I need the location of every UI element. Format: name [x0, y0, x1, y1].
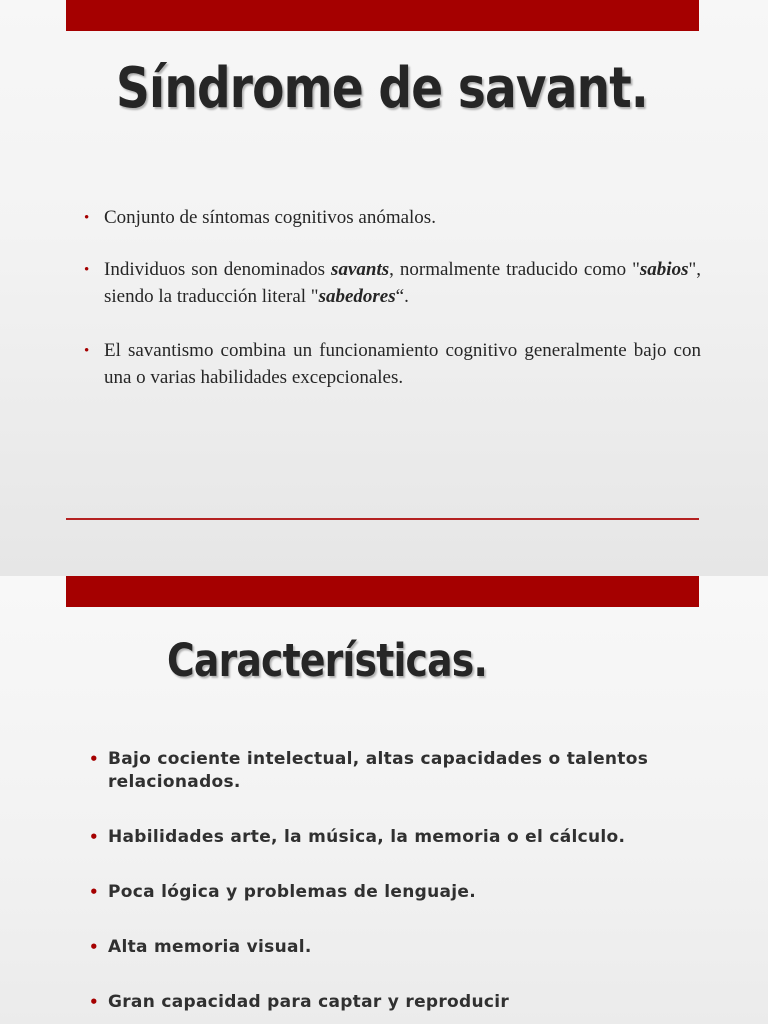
bullet-list — [89, 748, 709, 1024]
bullet-icon: • — [84, 210, 90, 226]
bullet-icon: • — [89, 828, 99, 846]
divider-line — [66, 518, 699, 520]
emphasis-savants: savants — [331, 259, 390, 280]
top-accent-bar — [66, 576, 699, 607]
slide-2 — [0, 576, 768, 1024]
list-item — [89, 826, 709, 849]
bullet-icon: • — [84, 262, 90, 278]
list-item-text: Alta memoria visual. — [108, 937, 312, 957]
list-item-text: Individuos son denominados — [104, 259, 332, 280]
list-item — [89, 748, 709, 794]
list-item-text: Conjunto de síntomas cognitivos anómalos. — [104, 207, 436, 228]
list-item-text: , normalmente traducido como " — [389, 259, 640, 280]
list-item-text: Gran capacidad para captar y reproducir — [108, 992, 510, 1012]
list-item-text: Bajo cociente intelectual, altas capacidades o talentos relacionados. — [108, 749, 649, 792]
list-item-text: “. — [395, 286, 409, 307]
list-item — [89, 936, 709, 959]
list-item-text: Habilidades arte, la música, la memoria o el cálculo. — [108, 827, 626, 847]
bullet-list — [84, 204, 701, 391]
slide-title: Características. — [167, 634, 487, 687]
list-item-text: Poca lógica y problemas de lenguaje. — [108, 882, 476, 902]
list-item-text: ", siendo la traducción literal " — [104, 259, 701, 307]
bullet-icon: • — [84, 343, 90, 359]
list-item — [89, 881, 709, 904]
bullet-icon: • — [89, 883, 99, 901]
list-item — [84, 204, 701, 231]
emphasis-sabedores: sabedores — [318, 286, 396, 307]
slide-title: Síndrome de savant. — [116, 56, 648, 121]
list-item — [84, 337, 701, 391]
emphasis-sabios: sabios — [639, 259, 689, 280]
top-accent-bar — [66, 0, 699, 31]
list-item-text: El savantismo combina un funcionamiento cognitivo generalmente bajo con una o varias habilidades excepcionales. — [104, 340, 701, 388]
bullet-icon: • — [89, 938, 99, 956]
list-item — [89, 991, 709, 1014]
list-item — [84, 256, 701, 310]
bullet-icon: • — [89, 750, 99, 768]
bullet-icon: • — [89, 993, 99, 1011]
